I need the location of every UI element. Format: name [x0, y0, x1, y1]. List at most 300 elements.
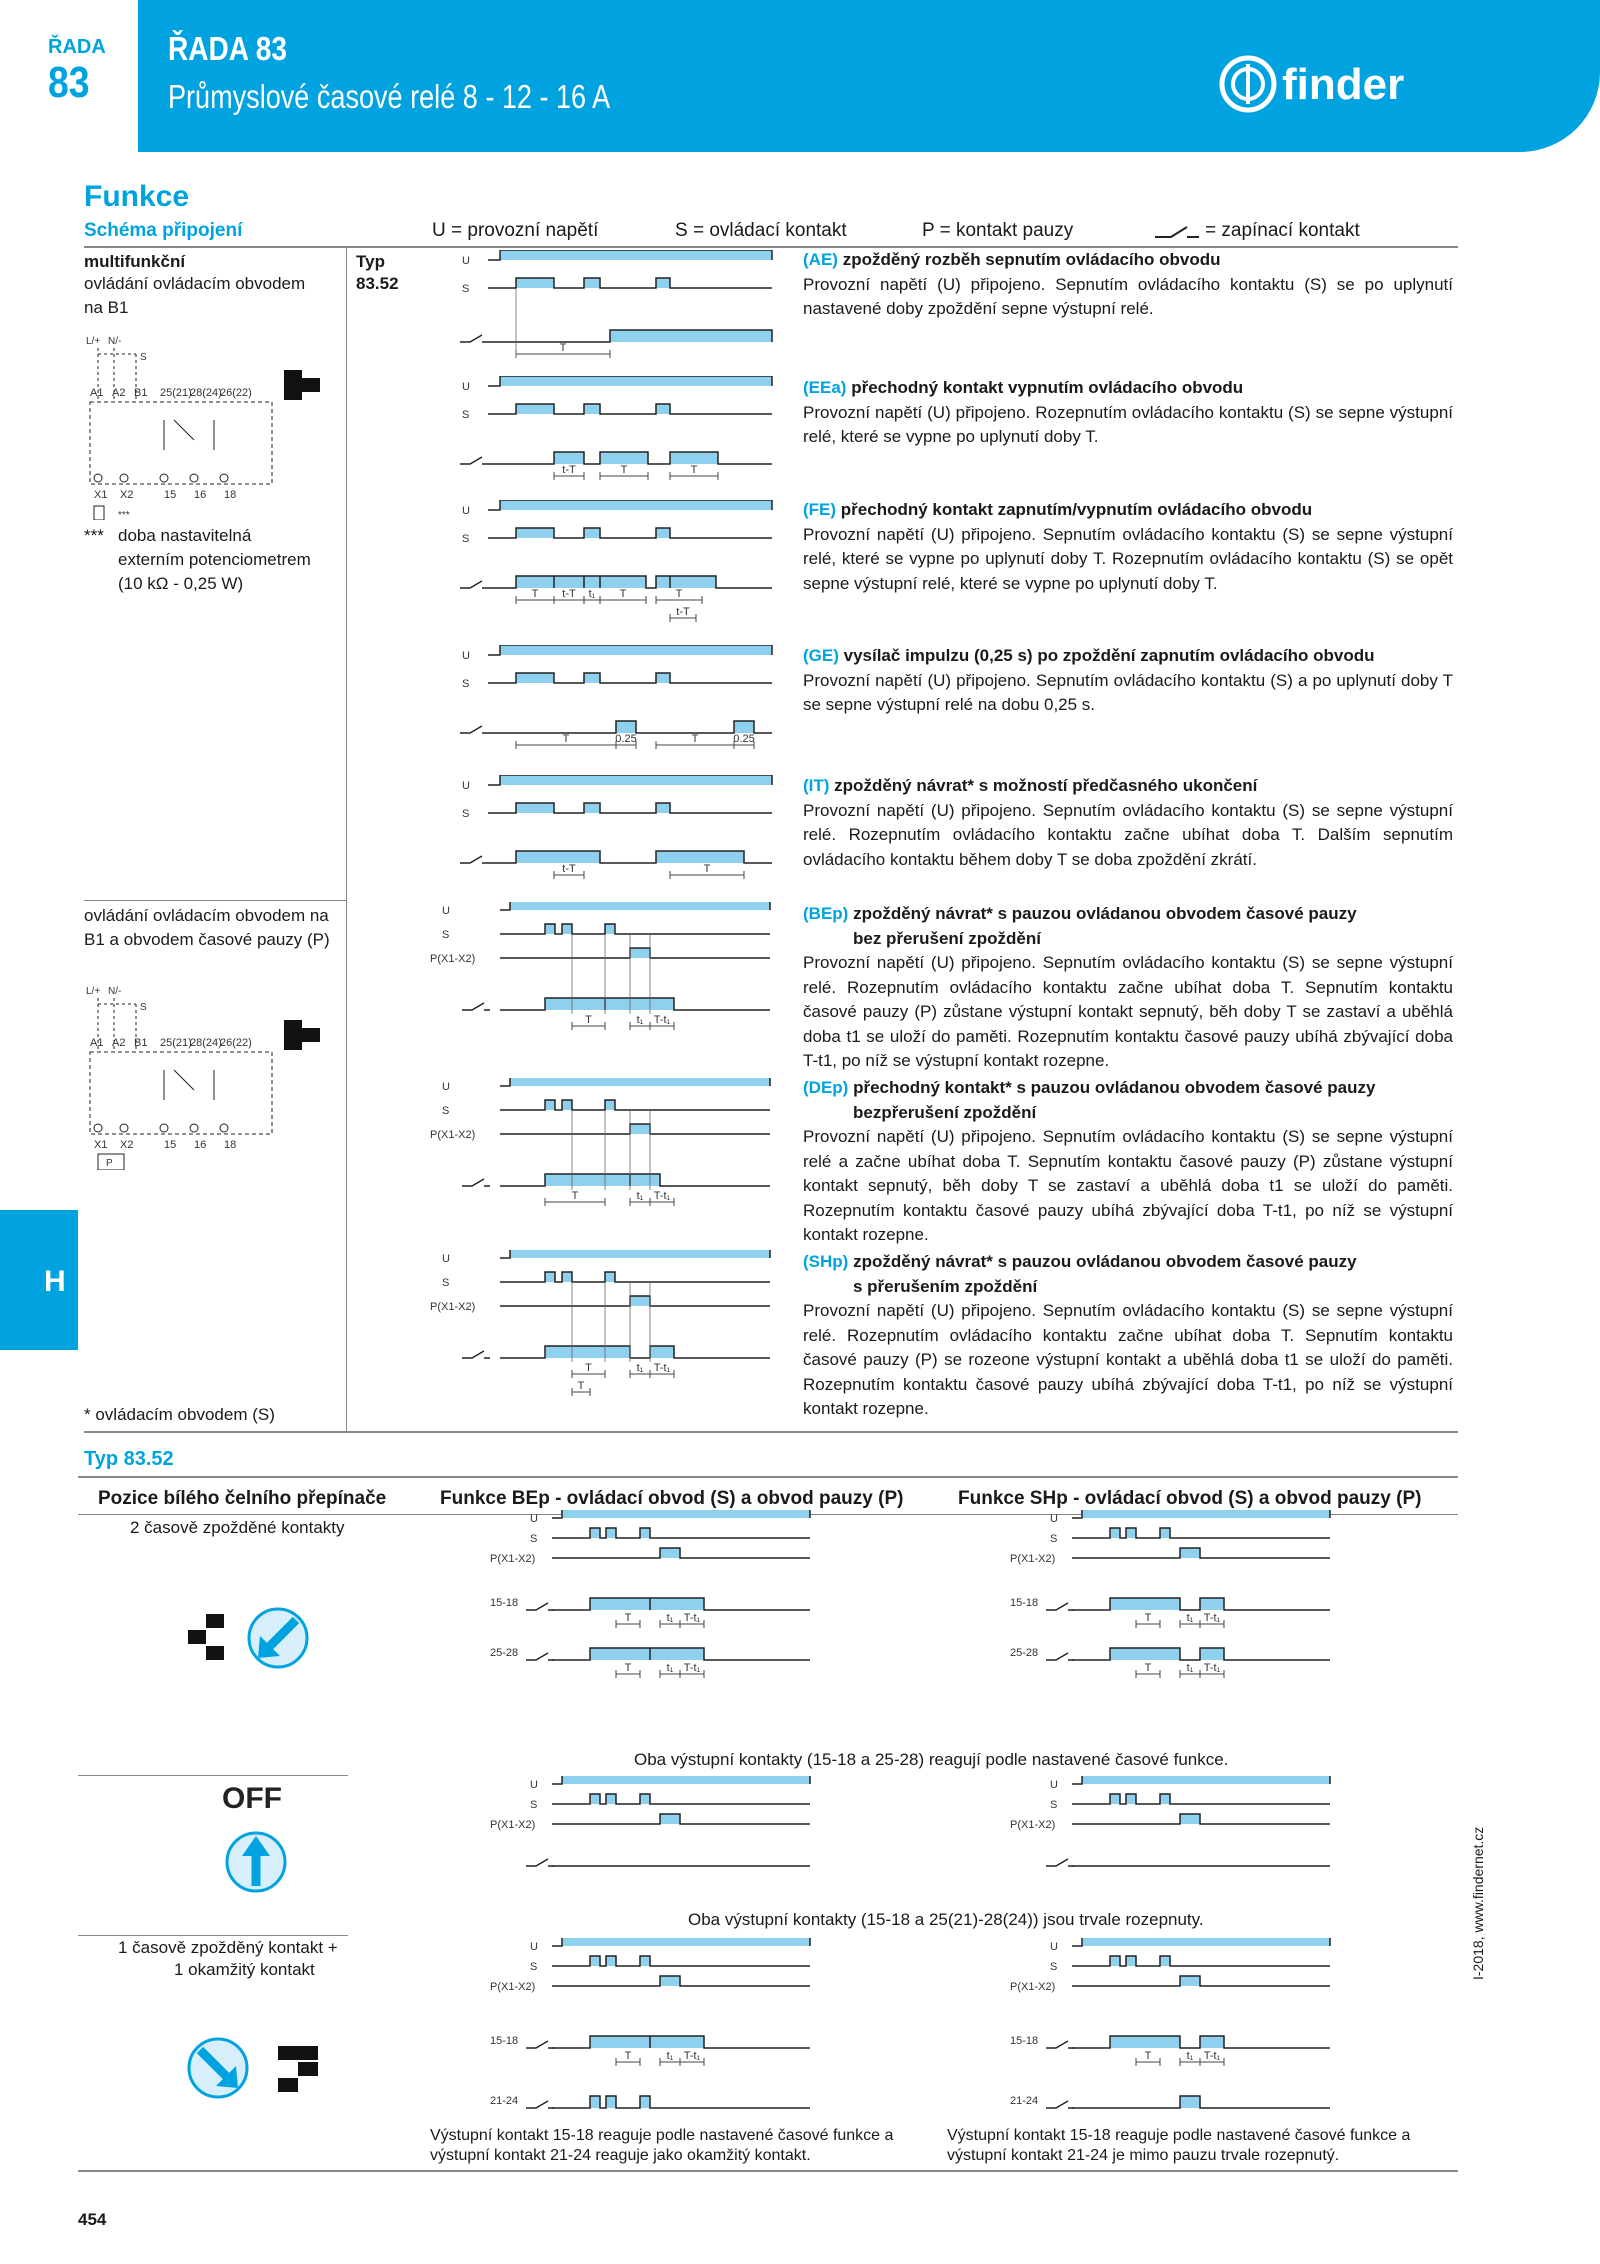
- relay-box: [90, 402, 272, 484]
- legend-make: = zapínací kontakt: [1205, 220, 1360, 241]
- timing-label: U: [530, 1941, 538, 1953]
- terminal: [94, 474, 102, 482]
- make-contact-icon: [1153, 224, 1201, 240]
- timing-label: U: [462, 505, 470, 517]
- pulse: [606, 1956, 616, 1966]
- dimension-label: t₁: [666, 1612, 674, 1624]
- timing-diagram-shp-row3: [1010, 1938, 1340, 2128]
- function-title: vysílač impulzu (0,25 s) po zpoždění zapnutím ovládacího obvodu: [843, 646, 1375, 665]
- make-contact-icon: [460, 856, 488, 863]
- dimension-label: t₁: [666, 1662, 674, 1674]
- pulse: [590, 2096, 600, 2108]
- pulse: [670, 452, 718, 464]
- function-code: (EEa): [803, 378, 847, 397]
- two-delayed-contacts-icon: [186, 1612, 226, 1662]
- pulse: [650, 2036, 704, 2048]
- signal-line: [552, 1528, 810, 1538]
- finder-logo-icon: [1218, 54, 1278, 114]
- timing-label: S: [462, 283, 470, 295]
- signal-line: [1072, 1956, 1330, 1966]
- timing-label: P(X1-X2): [1010, 1819, 1056, 1831]
- terminal-label: 26(22): [220, 387, 252, 399]
- timing-diagram-shp: [430, 1250, 780, 1410]
- pulse: [584, 673, 600, 683]
- make-contact-icon: [462, 1003, 490, 1010]
- contact-icon: [284, 1020, 302, 1050]
- type-label: Typ: [356, 252, 385, 271]
- pulse: [584, 576, 600, 588]
- terminal: [220, 1124, 228, 1132]
- terminal-label: 26(22): [220, 1037, 252, 1049]
- timing-label: 25-28: [490, 1647, 519, 1659]
- timing-label: P(X1-X2): [430, 1301, 476, 1313]
- signal-line: [500, 924, 770, 934]
- pulse: [1180, 1814, 1200, 1824]
- pulse: [516, 404, 554, 414]
- timing-label: S: [140, 352, 147, 363]
- terminal-label: A2: [112, 387, 126, 399]
- function-shp: [803, 1250, 1453, 1422]
- timing-label: 21-24: [490, 2095, 519, 2107]
- pulse: [616, 721, 636, 733]
- selector-arrow-up-icon: [224, 1830, 288, 1894]
- terminal-label: A1: [90, 1037, 104, 1049]
- dimension-label: T-t₁: [653, 1362, 671, 1374]
- dimension-label: t-T: [562, 588, 576, 600]
- pulse: [590, 1528, 600, 1538]
- pulse: [640, 1794, 650, 1804]
- function-ae: [803, 248, 1453, 322]
- timing-label: S: [462, 808, 470, 820]
- pulse: [562, 924, 572, 934]
- timing-label: P(X1-X2): [490, 1981, 536, 1993]
- function-desc: Provozní napětí (U) připojeno. Sepnutím ovládacího kontaktu (S) se sepne výstupní relé a začne ubíhat doba T. Sepnutím kontaktu časové pauzy (P) zůstane výstupní kontakt sepnutý, běh doby T se zastaví a uběhlá doba t1 se uloží do paměti. Rozepnutím kontaktu časové pauzy ubíhá zbývající doba T-t1, po níž se výstupní kontakt rozepne.: [803, 1127, 1453, 1244]
- terminal-label: 18: [224, 489, 237, 501]
- timing-label: S: [442, 1105, 450, 1117]
- timing-label: S: [462, 678, 470, 690]
- pulse: [562, 1510, 810, 1518]
- timing-diagram-shp-row1: [1010, 1510, 1340, 1740]
- dimension-label: T-t₁: [1203, 1612, 1221, 1624]
- timing-label: P(X1-X2): [430, 1129, 476, 1141]
- pulse: [516, 851, 600, 863]
- function-title: přechodný kontakt vypnutím ovládacího obvodu: [851, 378, 1244, 397]
- timing-label: U: [462, 255, 470, 267]
- divider: [78, 2170, 1458, 2172]
- pulse: [670, 576, 716, 588]
- dimension-label: t-T: [676, 606, 690, 618]
- make-contact-icon: [1046, 2101, 1074, 2108]
- dimension-label: t₁: [636, 1362, 644, 1374]
- make-contact-icon: [1046, 1603, 1074, 1610]
- dimension-label: T-t₁: [683, 1662, 701, 1674]
- divider: [84, 900, 346, 901]
- page-number: 454: [78, 2210, 107, 2229]
- pulse: [562, 1272, 572, 1282]
- function-code: (DEp): [803, 1078, 849, 1097]
- dimension-label: T: [624, 2050, 632, 2062]
- contact-icon: [284, 370, 302, 400]
- pulse: [1126, 1528, 1136, 1538]
- pulse: [605, 998, 674, 1010]
- function-desc: Provozní napětí (U) připojeno. Sepnutím ovládacího kontaktu (S) se sepne výstupní relé, které se vypne po uplynutí doby T. Rozepnutím ovládacího kontaktu (S) se opět sepne výstupní relé, které se vypne po uplynutí doby T.: [803, 524, 1453, 593]
- pulse: [656, 673, 670, 683]
- dimension-label: T: [1144, 1612, 1152, 1624]
- row1-label: 2 časově zpožděné kontakty: [130, 1518, 345, 1537]
- function-desc: Provozní napětí (U) připojeno. Sepnutím ovládacího kontaktu (S) se sepne výstupní relé. Rozepnutím ovládacího kontaktu začne ubíhat doba T. Dalším sepnutím ovládacího kontaktu během doby T se doba zpoždění zkrátí.: [803, 800, 1453, 869]
- terminal: [94, 1124, 102, 1132]
- pulse: [545, 1272, 555, 1282]
- pulse: [630, 948, 650, 958]
- page-subtitle: Průmyslové časové relé 8 - 12 - 16 A: [168, 78, 611, 115]
- timing-label: S: [1050, 1799, 1058, 1811]
- dimension-label: T: [585, 1362, 592, 1374]
- dimension-label: t₁: [1186, 2050, 1194, 2062]
- timing-label: P: [106, 1158, 113, 1169]
- selector-arrow-diagonal-icon: [186, 2036, 250, 2100]
- function-code: (IT): [803, 776, 830, 795]
- delayed-plus-instant-contact-icon: [276, 2044, 320, 2096]
- divider: [346, 246, 347, 1431]
- terminal-label: A1: [90, 387, 104, 399]
- row3-note-bep: Výstupní kontakt 15-18 reaguje podle nastavené časové funkce a výstupní kontakt 21-24 reaguje jako okamžitý kontakt.: [430, 2127, 894, 2164]
- pulse: [650, 1598, 704, 1610]
- legend-u: U = provozní napětí: [432, 220, 599, 241]
- dimension-label: t₁: [1186, 1612, 1194, 1624]
- dimension-label: T: [1144, 1662, 1152, 1674]
- function-it: [803, 774, 1453, 872]
- pulse: [500, 500, 772, 510]
- page-title: ŘADA 83: [168, 30, 287, 67]
- dimension-label: T: [624, 1662, 632, 1674]
- dimension-label: t₁: [636, 1190, 644, 1202]
- timing-diagram-bep: [430, 902, 780, 1042]
- make-contact-icon: [1046, 2041, 1074, 2048]
- pulse: [1126, 1956, 1136, 1966]
- pulse: [584, 803, 600, 813]
- function-desc: Provozní napětí (U) připojeno. Sepnutím ovládacího kontaktu (S) se sepne výstupní relé. Rozepnutím ovládacího kontaktu začne ubíhat doba T. Sepnutím kontaktu časové pauzy (P) zůstane výstupní kontakt sepnutý, běh doby T se zastaví a uběhlá doba t1 se uloží do paměti. Rozepnutím kontaktu časové pauzy ubíhá zbývající doba T-t1, po níž se výstupní kontakt rozepne.: [803, 953, 1453, 1070]
- function-code: (FE): [803, 500, 837, 519]
- terminal-label: 16: [194, 489, 207, 501]
- terminal-label: X1: [94, 1139, 108, 1151]
- pulse: [590, 2036, 650, 2048]
- pulse: [554, 576, 584, 588]
- make-contact-icon: [460, 581, 488, 588]
- function-bep: [803, 902, 1453, 1074]
- pulse: [510, 1250, 770, 1258]
- pulse: [1200, 2036, 1224, 2048]
- off-label: OFF: [222, 1782, 282, 1815]
- function-code: (GE): [803, 646, 839, 665]
- signal-line: [1072, 1794, 1330, 1804]
- function-title: zpožděný návrat* s pauzou ovládanou obvodem časové pauzy: [853, 904, 1357, 923]
- pulse: [605, 1100, 615, 1110]
- timing-label: P(X1-X2): [490, 1819, 536, 1831]
- timing-label: 15-18: [490, 1597, 519, 1609]
- terminal: [120, 1124, 128, 1132]
- pulse: [656, 528, 670, 538]
- pulse: [562, 1938, 810, 1946]
- pulse: [656, 803, 670, 813]
- terminal-label: X1: [94, 489, 108, 501]
- pulse: [584, 404, 600, 414]
- dimension-label: T: [531, 588, 539, 600]
- signal-line: [500, 1272, 770, 1282]
- timing-label: U: [442, 1253, 450, 1265]
- dimension-label: T: [1144, 2050, 1152, 2062]
- timing-diagram-dep: [430, 1078, 780, 1218]
- pulse: [1110, 1794, 1120, 1804]
- pulse: [500, 775, 772, 785]
- pulse: [562, 1776, 810, 1784]
- terminal-label: X2: [120, 1139, 134, 1151]
- timing-label: U: [462, 381, 470, 393]
- timing-label: S: [442, 1277, 450, 1289]
- make-contact-icon: [1046, 1859, 1074, 1866]
- function-title: zpožděný rozběh sepnutím ovládacího obvodu: [842, 250, 1221, 269]
- pulse: [1110, 2036, 1180, 2048]
- signal-line: [1072, 1976, 1330, 1986]
- section-title: Funkce: [84, 180, 190, 213]
- pulse: [605, 1272, 615, 1282]
- timing-label: 15-18: [1010, 1597, 1039, 1609]
- row3-note-shp: Výstupní kontakt 15-18 reaguje podle nastavené časové funkce a výstupní kontakt 21-24 je mimo pauzu trvale rozepnutý.: [947, 2127, 1411, 2164]
- function-code: (SHp): [803, 1252, 849, 1271]
- timing-label: U: [530, 1779, 538, 1791]
- signal-line: [500, 1100, 770, 1110]
- timing-diagram-shp-row2: [1010, 1776, 1340, 1906]
- pulse: [500, 376, 772, 386]
- pulse: [1110, 1956, 1120, 1966]
- timing-diagram-it: [460, 775, 780, 885]
- dimension-label: T: [620, 464, 628, 476]
- timing-label: 15-18: [490, 2035, 519, 2047]
- pulse: [606, 1794, 616, 1804]
- make-contact-icon: [1046, 1653, 1074, 1660]
- signal-line: [552, 1814, 810, 1824]
- terminal-label: X2: [120, 489, 134, 501]
- pulse: [545, 1174, 630, 1186]
- pulse: [630, 1174, 660, 1186]
- pot-note-line3: (10 kΩ - 0,25 W): [118, 574, 244, 593]
- function-title: přechodný kontakt zapnutím/vypnutím ovládacího obvodu: [840, 500, 1313, 519]
- function-desc: Provozní napětí (U) připojeno. Sepnutím ovládacího kontaktu (S) a po uplynutí doby T se sepne výstupní relé na dobu 0,25 s.: [803, 670, 1453, 714]
- pulse: [650, 1346, 674, 1358]
- make-contact-icon: [526, 1859, 554, 1866]
- contact-symbol: [164, 1070, 214, 1100]
- dimension-label: T-t₁: [683, 2050, 701, 2062]
- pulse: [606, 2096, 616, 2108]
- make-contact-icon: [462, 1179, 490, 1186]
- terminal-label: B1: [134, 387, 148, 399]
- pulse: [590, 1598, 650, 1610]
- pulse: [656, 404, 670, 414]
- dimension-label: T: [585, 1014, 592, 1026]
- make-contact-icon: [526, 1603, 554, 1610]
- timing-label: N/-: [108, 986, 122, 997]
- pulse: [656, 851, 744, 863]
- pulse: [630, 1124, 650, 1134]
- dimension-label: 0.25: [615, 733, 637, 745]
- pulse: [656, 278, 670, 288]
- timing-label: U: [462, 780, 470, 792]
- function-title: zpožděný návrat* s možností předčasného ukončení: [834, 776, 1258, 795]
- dimension-label: T: [577, 1380, 585, 1392]
- pot-note-line1: doba nastavitelná: [118, 526, 252, 545]
- signal-line: [552, 1794, 810, 1804]
- timing-label: L/+: [86, 986, 101, 997]
- pulse: [656, 576, 670, 588]
- timing-label: P(X1-X2): [430, 953, 476, 965]
- make-contact-icon: [460, 335, 488, 342]
- timing-label: P(X1-X2): [1010, 1981, 1056, 1993]
- pulse: [1180, 1548, 1200, 1558]
- dimension-label: T: [559, 342, 567, 354]
- divider: [78, 1476, 1458, 1478]
- timing-label: L/+: [86, 336, 101, 347]
- relay-box: [90, 1052, 272, 1134]
- dimension-label: T: [703, 863, 711, 875]
- pulse: [584, 528, 600, 538]
- pulse: [545, 1346, 630, 1358]
- signal-line: [552, 1956, 810, 1966]
- terminal-label: B1: [134, 1037, 148, 1049]
- wiring-diagram: [84, 330, 344, 520]
- pulse: [1200, 1598, 1224, 1610]
- pulse: [1110, 1528, 1120, 1538]
- pulse: [650, 1648, 704, 1660]
- timing-label: S: [442, 929, 450, 941]
- pulse: [1082, 1938, 1330, 1946]
- dimension-label: T-t₁: [683, 1612, 701, 1624]
- function-title-2: bezpřerušení zpoždění: [853, 1102, 1037, 1122]
- contact-icon: [302, 378, 320, 392]
- terminal-label: 15: [164, 1139, 177, 1151]
- terminal-label: 28(24): [190, 1037, 222, 1049]
- timing-diagram-ae: [460, 250, 780, 360]
- timing-label: U: [530, 1513, 538, 1525]
- signal-line: [1072, 1814, 1330, 1824]
- function-desc: Provozní napětí (U) připojeno. Sepnutím ovládacího kontaktu (S) se sepne výstupní relé. Rozepnutím ovládacího kontaktu začne ubíhat doba T. Sepnutím kontaktu časové pauzy (P) se rozeone výstupní kontakt a uběhlá doba t1 se uloží do paměti. Rozepnutím kontaktu časové pauzy ubíhá zbývající doba T-t1, po níž se výstupní kontakt rozepne.: [803, 1301, 1453, 1418]
- function-title-2: s přerušením zpoždění: [853, 1276, 1038, 1296]
- dimension-label: T: [675, 588, 683, 600]
- dimension-label: T-t₁: [1203, 1662, 1221, 1674]
- series-number: 83: [48, 58, 90, 107]
- function-desc: Provozní napětí (U) připojeno. Rozepnutím ovládacího kontaktu (S) se sepne výstupní relé, které se vypne po uplynutí doby T.: [803, 402, 1453, 446]
- pulse: [584, 278, 600, 288]
- dimension-label: T: [690, 464, 698, 476]
- row3-label-1: 1 časově zpožděný kontakt +: [118, 1938, 338, 1957]
- copyright: I-2018, www.findernet.cz: [1470, 1826, 1486, 1980]
- timing-label: U: [1050, 1941, 1058, 1953]
- pot-note-line2: externím potenciometrem: [118, 550, 311, 569]
- selector-arrow-diagonal-icon: [246, 1606, 310, 1670]
- timing-label: S: [1050, 1961, 1058, 1973]
- terminal-label: 25(21): [160, 1037, 192, 1049]
- timing-label: U: [442, 1081, 450, 1093]
- signal-line: [1072, 2096, 1330, 2108]
- signal-line: [1072, 1528, 1330, 1538]
- divider: [84, 1431, 1458, 1433]
- make-contact-icon: [460, 457, 488, 464]
- pulse: [562, 1100, 572, 1110]
- pulse: [554, 452, 584, 464]
- dimension-label: t₁: [588, 588, 596, 600]
- timing-label: U: [1050, 1779, 1058, 1791]
- timing-label: 21-24: [1010, 2095, 1039, 2107]
- type-heading: Typ 83.52: [84, 1448, 174, 1470]
- pulse: [1180, 1976, 1200, 1986]
- row1-note: Oba výstupní kontakty (15-18 a 25-28) reagují podle nastavené časové funkce.: [634, 1750, 1229, 1769]
- pulse: [600, 576, 646, 588]
- pulse: [660, 1548, 680, 1558]
- make-contact-icon: [526, 2041, 554, 2048]
- pulse: [660, 1976, 680, 1986]
- timing-label: P(X1-X2): [490, 1553, 536, 1565]
- potentiometer-icon: [94, 506, 104, 520]
- terminal: [190, 1124, 198, 1132]
- dimension-label: t-T: [562, 863, 576, 875]
- dimension-label: T: [624, 1612, 632, 1624]
- pulse: [545, 1100, 555, 1110]
- wiring-heading: Schéma připojení: [84, 220, 243, 241]
- pulse: [516, 278, 554, 288]
- block2-text: ovládání ovládacím obvodem na B1 a obvodem časové pauzy (P): [84, 906, 330, 949]
- pulse: [1160, 1956, 1170, 1966]
- timing-label: 15-18: [1010, 2035, 1039, 2047]
- pulse: [590, 1648, 650, 1660]
- pulse: [1082, 1510, 1330, 1518]
- timing-diagram-bep-row3: [490, 1938, 820, 2128]
- terminal: [220, 474, 228, 482]
- function-title: zpožděný návrat* s pauzou ovládanou obvodem časové pauzy: [853, 1252, 1357, 1271]
- dimension-label: t₁: [636, 1014, 644, 1026]
- pulse: [630, 1296, 650, 1306]
- timing-label: S: [1050, 1533, 1058, 1545]
- col-header-bep: Funkce BEp - ovládací obvod (S) a obvod pauzy (P): [440, 1488, 904, 1509]
- pulse: [510, 902, 770, 910]
- pulse: [1110, 1648, 1180, 1660]
- block1-title: multifunkční: [84, 252, 186, 271]
- pulse: [516, 673, 554, 683]
- make-contact-icon: [526, 2101, 554, 2108]
- make-contact-icon: [462, 1351, 490, 1358]
- timing-diagram-bep-row1: [490, 1510, 820, 1740]
- pulse: [1082, 1776, 1330, 1784]
- timing-label: U: [442, 905, 450, 917]
- section-tab-letter: H: [44, 1265, 66, 1298]
- pulse: [516, 528, 554, 538]
- timing-diagram-ge: [460, 645, 780, 755]
- timing-label: S: [140, 1002, 147, 1013]
- signal-line: [552, 1976, 810, 1986]
- pulse: [500, 645, 772, 655]
- function-title-2: bez přerušení zpoždění: [853, 928, 1041, 948]
- legend-s: S = ovládací kontakt: [675, 220, 847, 241]
- signal-line: [552, 1548, 810, 1558]
- timing-label: U: [1050, 1513, 1058, 1525]
- dimension-label: t-T: [562, 464, 576, 476]
- timing-label: S: [530, 1961, 538, 1973]
- dimension-label: T-t₁: [1203, 2050, 1221, 2062]
- dimension-label: T: [571, 1190, 579, 1202]
- pulse: [1200, 1648, 1224, 1660]
- row3-label-2: 1 okamžitý kontakt: [174, 1960, 315, 1979]
- section-tab: [0, 1210, 78, 1350]
- pulse: [1110, 1598, 1180, 1610]
- pulse: [640, 1528, 650, 1538]
- signal-line: [500, 1346, 770, 1358]
